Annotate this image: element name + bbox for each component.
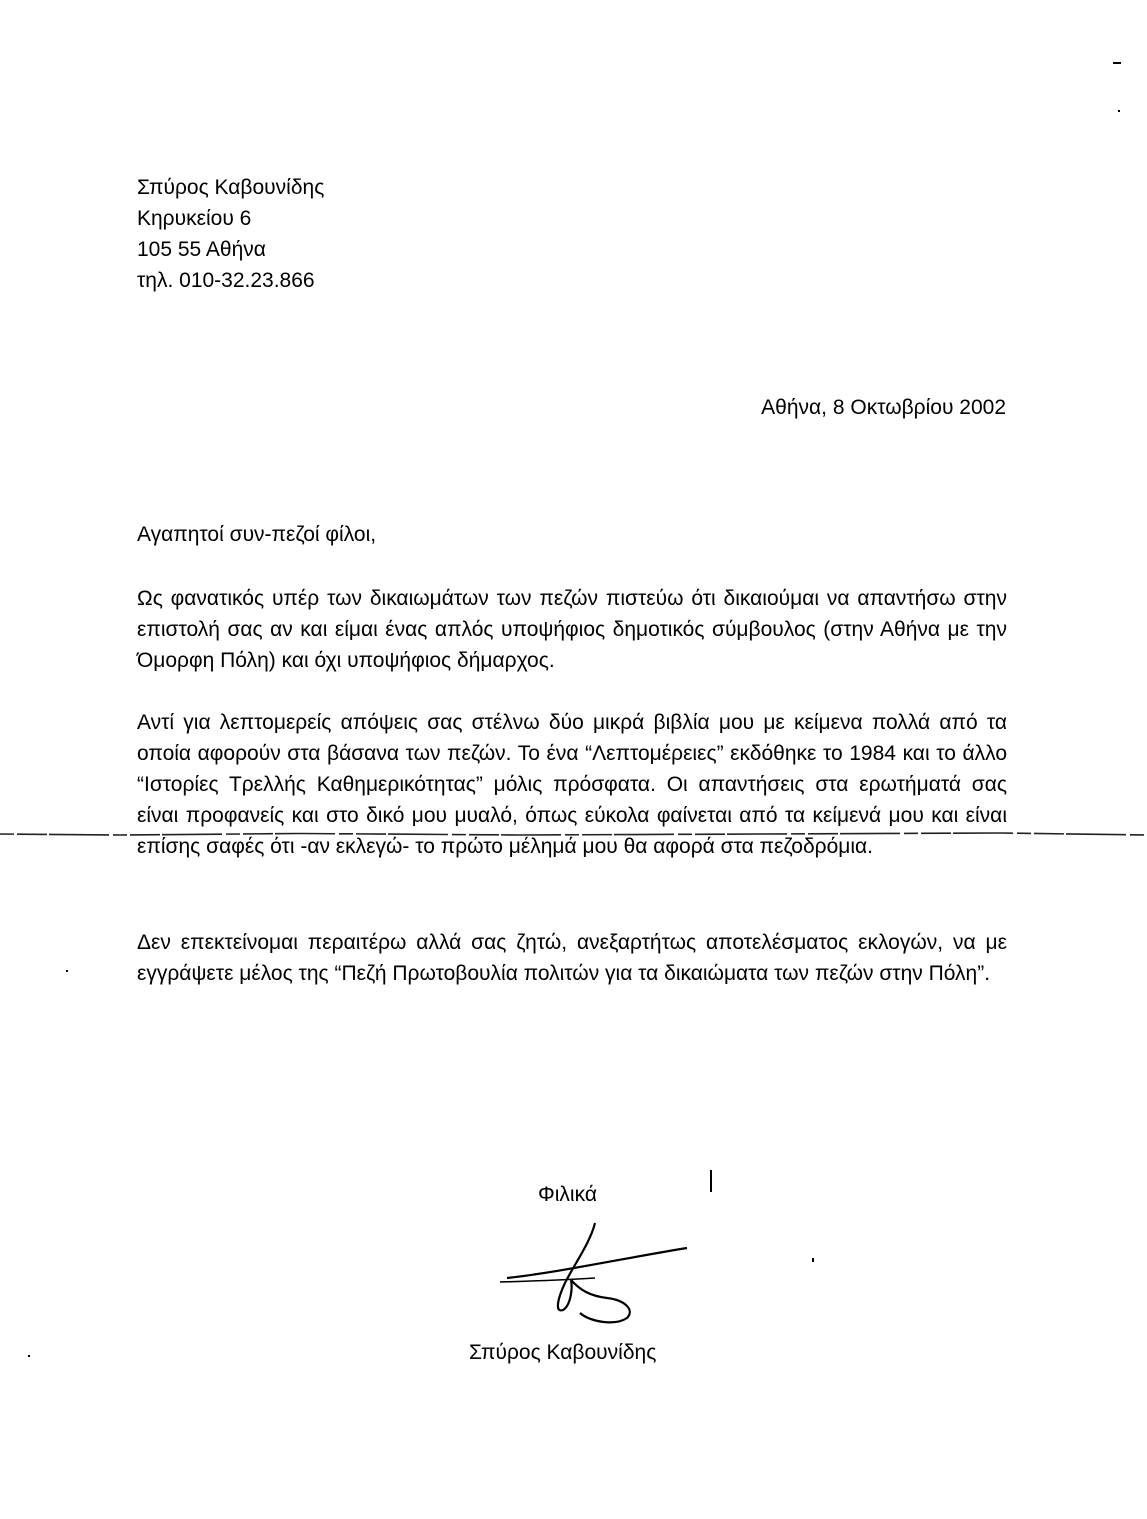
sender-street: Κηρυκείου 6 bbox=[137, 207, 252, 230]
scan-speck bbox=[66, 970, 68, 972]
scan-speck bbox=[28, 1355, 30, 1357]
sender-phone: τηλ. 010-32.23.866 bbox=[137, 269, 315, 292]
scan-speck bbox=[1118, 110, 1120, 112]
scan-speck bbox=[1113, 62, 1121, 64]
letter-date: Αθήνα, 8 Οκτωβρίου 2002 bbox=[761, 396, 1006, 419]
body-paragraph-2: Αντί για λεπτομερείς απόψεις σας στέλνω δύο μικρά βιβλία μου με κείμενα πολλά από τα οποία αφορούν στα βάσανα των πεζών. Το ένα “Λεπτομέρειες” εκδόθηκε το 1984 και το άλλο “Ιστορίες Τρελλής Καθημερικότητας” μόλις πρόσφατα. Οι απαντήσεις στα ερωτήματά σας είναι προφανείς και στο δικό μου μυαλό, όπως εύκολα φαίνεται από τα κείμενά μου και είναι επίσης σαφές ότι -αν εκλεγώ- το πρώτο μέλημά μου θα αφορά στα πεζοδρόμια. bbox=[137, 711, 1007, 858]
scan-fold-line bbox=[0, 830, 1147, 840]
body-paragraph-3: Δεν επεκτείνομαι περαιτέρω αλλά σας ζητώ, ανεξαρτήτως αποτελέσματος εκλογών, να με εγγράψετε μέλος της “Πεζή Πρωτοβουλία πολιτών για τα δικαιώματα των πεζών στην Πόλη”. bbox=[137, 931, 1007, 985]
sender-city: 105 55 Αθήνα bbox=[137, 238, 266, 261]
scan-speck bbox=[710, 1170, 712, 1192]
signer-name: Σπύρος Καβουνίδης bbox=[469, 1341, 657, 1364]
closing: Φιλικά bbox=[538, 1183, 597, 1206]
signature-icon bbox=[495, 1218, 695, 1328]
sender-name: Σπύρος Καβουνίδης bbox=[137, 176, 325, 199]
scan-speck bbox=[812, 1258, 814, 1262]
body-paragraph-1: Ως φανατικός υπέρ των δικαιωμάτων των πεζών πιστεύω ότι δικαιούμαι να απαντήσω στην επιστολή σας αν και είμαι ένας απλός υποψήφιος δημοτικός σύμβουλος (στην Αθήνα με την Όμορφη Πόλη) και όχι υποψήφιος δήμαρχος. bbox=[137, 587, 1007, 672]
salutation: Αγαπητοί συν-πεζοί φίλοι, bbox=[137, 523, 377, 546]
sender-address-block bbox=[137, 172, 324, 296]
